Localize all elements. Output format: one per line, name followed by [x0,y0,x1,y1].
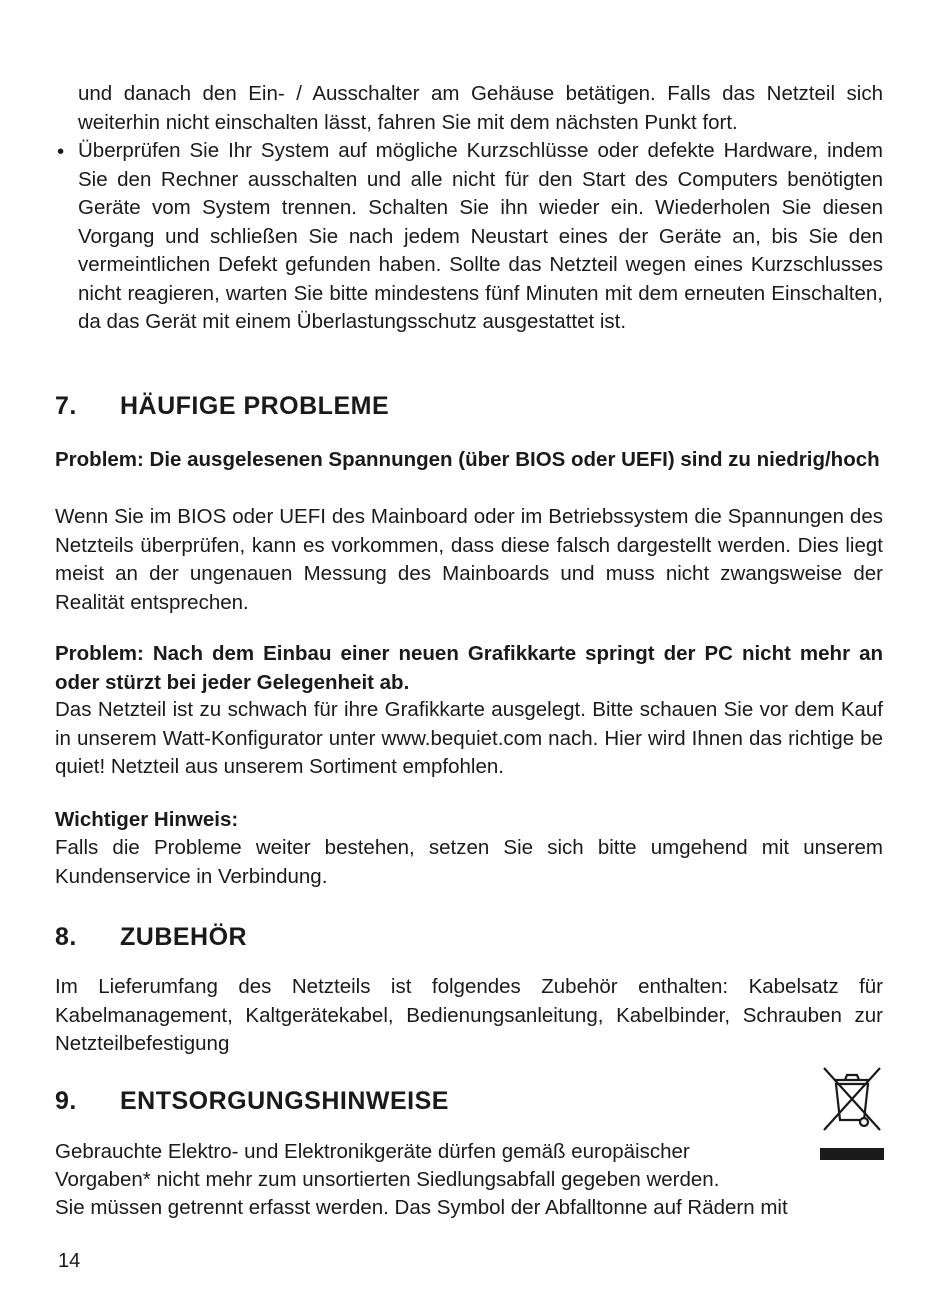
section-9-heading [55,1087,449,1116]
disposal-line-3: Sie müssen getrennt erfasst werden. Das Symbol der Abfalltonne auf Rädern mit [55,1196,788,1219]
page-number: 14 [58,1250,81,1272]
bullet-symbol: • [57,140,65,163]
section-7-number: 7. [55,392,77,420]
crossed-out-wheelie-bin-icon [820,1066,884,1162]
disposal-line-1: Gebrauchte Elektro- und Elektronikgeräte dürfen gemäß europäischer [55,1140,690,1163]
note-text: Falls die Probleme weiter bestehen, setzen Sie sich bitte umgehend mit unserem Kundenservice in Verbindung. [55,836,883,888]
problem-2-text: Das Netzteil ist zu schwach für ihre Grafikkarte ausgelegt. Bitte schauen Sie vor dem Kauf in unserem Watt-Konfigurator unter www.bequiet.com nach. Hier wird Ihnen das richtige be quiet! Netzteil aus unserem Sortiment empfohlen. [55,698,883,778]
section-8-title: ZUBEHÖR [120,923,248,951]
section-7-heading [55,392,389,421]
problem-1-title: Problem: Die ausgelesenen Spannungen (über BIOS oder UEFI) sind zu niedrig/hoch [55,448,880,471]
section-7-title: HÄUFIGE PROBLEME [120,392,390,420]
section-8-heading [55,923,247,952]
bullet-text: Überprüfen Sie Ihr System auf mögliche Kurzschlüsse oder defekte Hardware, indem Sie den Rechner ausschalten und alle nicht für den Start des Computers benötigten Geräte vom System trennen. Schalten Sie ihn wieder ein. Wiederholen Sie diesen Vorgang und schließen Sie nach jedem Neustart eines der Geräte an, bis Sie den vermeintlichen Defekt gefunden haben. Sollte das Netzteil wegen eines Kurzschlusses nicht reagieren, warten Sie bitte mindestens fünf Minuten mit dem erneuten Einschalten, da das Gerät mit einem Überlastungsschutz ausgestattet ist. [78,139,883,333]
accessories-text: Im Lieferumfang des Netzteils ist folgendes Zubehör enthalten: Kabelsatz für Kabelmanagement, Kaltgerätekabel, Bedienungsanleitung, Kabelbinder, Schrauben zur Netzteilbefestigung [55,975,883,1055]
section-9-title: ENTSORGUNGSHINWEISE [120,1087,449,1115]
problem-2-title: Problem: Nach dem Einbau einer neuen Grafikkarte springt der PC nicht mehr an oder stürzt bei jeder Gelegenheit ab. [55,642,883,694]
section-9-number: 9. [55,1087,77,1115]
note-title: Wichtiger Hinweis: [55,808,239,831]
section-8-number: 8. [55,923,77,951]
problem-1-text: Wenn Sie im BIOS oder UEFI des Mainboard oder im Betriebssystem die Spannungen des Netzteils überprüfen, kann es vorkommen, dass diese falsch dargestellt werden. Dies liegt meist an der ungenauen Messung des Mainboards und muss nicht zwangsweise der Realität entsprechen. [55,505,883,614]
intro-continuation: und danach den Ein- / Ausschalter am Gehäuse betätigen. Falls das Netzteil sich weiterhin nicht einschalten lässt, fahren Sie mit dem nächsten Punkt fort. [78,82,883,134]
disposal-line-2: Vorgaben* nicht mehr zum unsortierten Siedlungsabfall gegeben werden. [55,1168,720,1191]
